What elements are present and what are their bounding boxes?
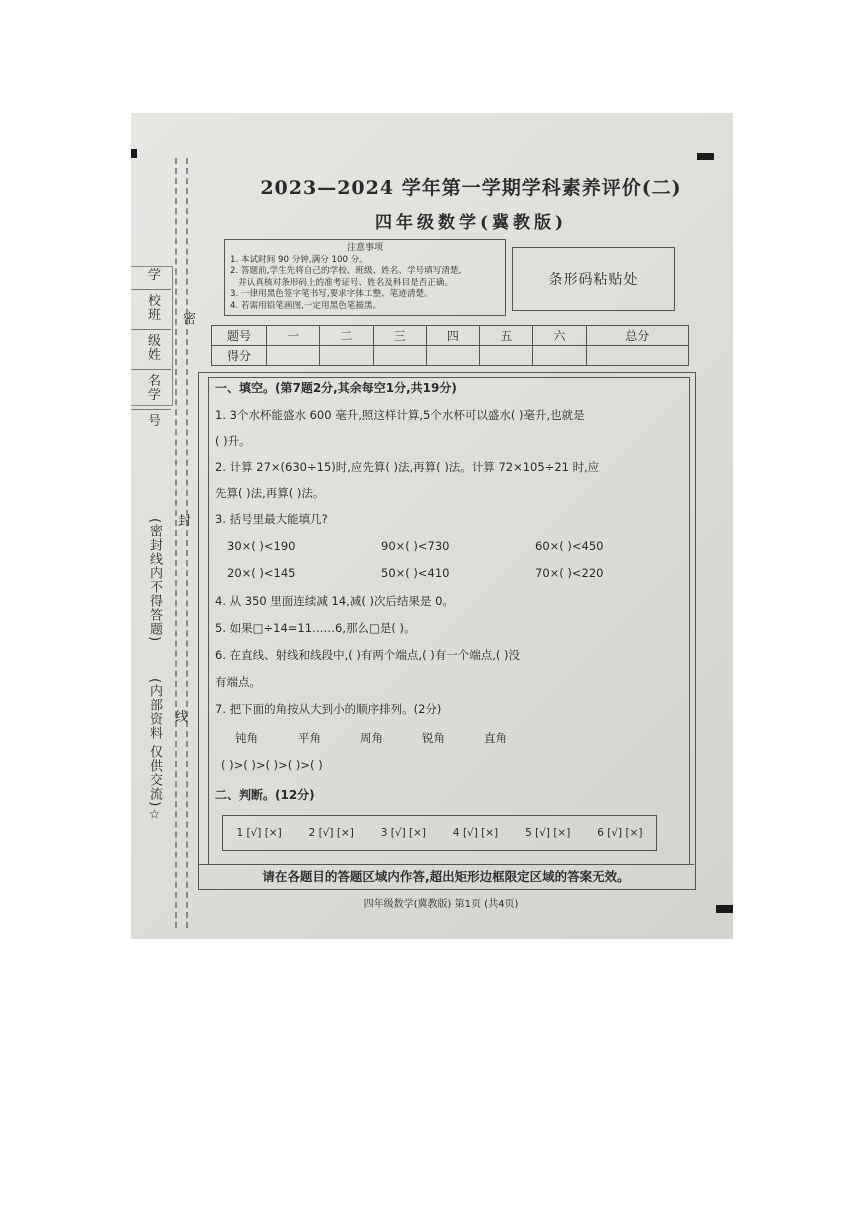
question-3-item: 90×( )<730 [381, 539, 450, 553]
score-header-cell: 四 [426, 326, 479, 346]
section-2-heading: 二、判断。(12分) [215, 788, 315, 802]
score-header-cell: 一 [267, 326, 320, 346]
score-cell [480, 346, 533, 366]
judgement-answer-box [222, 815, 657, 851]
judgement-item: 4 [√] [×] [452, 827, 499, 839]
question-1-line-2: ( )升。 [215, 434, 251, 448]
notice-item: 4. 若需用铅笔画图,一定用黑色笔描黑。 [230, 300, 382, 311]
seal-line [175, 158, 177, 928]
score-table [211, 325, 689, 366]
judgement-item: 1 [√] [×] [236, 827, 282, 839]
question-5: 5. 如果□÷14=11……6,那么□是( )。 [215, 621, 416, 635]
exam-subtitle: 四年级数学(冀教版) [374, 213, 568, 233]
score-header-cell: 六 [533, 326, 586, 346]
cut-mark-mi: 密 [183, 312, 197, 327]
no-answer-note: (密封线内不得答题) [147, 518, 162, 643]
score-cell [373, 346, 426, 366]
angle-label: 平角 [298, 731, 321, 745]
angle-label: 直角 [484, 731, 507, 745]
score-header-cell: 五 [480, 326, 533, 346]
score-header-cell: 三 [373, 326, 426, 346]
score-row-label: 得分 [212, 346, 267, 366]
name-field: 姓名 [131, 343, 171, 370]
notice-box [224, 239, 506, 316]
angle-label: 钝角 [235, 731, 258, 745]
angle-order-blanks: ( )>( )>( )>( )>( ) [221, 758, 323, 772]
page-footer: 四年级数学(冀教版) 第1页 (共4页) [363, 899, 519, 910]
score-header-cell: 二 [320, 326, 373, 346]
score-cell [426, 346, 479, 366]
question-3-item: 60×( )<450 [535, 539, 604, 553]
notice-item: 并认真核对条形码上的准考证号、姓名及科目是否正确。 [230, 277, 454, 288]
seal-line-outer [186, 158, 188, 928]
barcode-area [512, 247, 675, 311]
registration-mark-top-left [131, 149, 137, 158]
question-2-line-1: 2. 计算 27×(630÷15)时,应先算( )法,再算( )法。计算 72×105÷21 时,应 [215, 460, 600, 474]
question-3-item: 70×( )<220 [535, 566, 604, 580]
judgement-item: 2 [√] [×] [308, 827, 354, 839]
score-cell [533, 346, 586, 366]
question-1-line-1: 1. 3个水杯能盛水 600 毫升,照这样计算,5个水杯可以盛水( )毫升,也就是 [215, 408, 585, 422]
cut-mark-xian: 线 [175, 710, 189, 725]
student-number-field: 学号 [131, 383, 171, 410]
score-value-row [212, 346, 689, 366]
notice-item: 2. 答题前,学生先将自己的学校、班级、姓名、学号填写清楚, [230, 266, 462, 276]
notice-heading: 注意事项 [346, 243, 383, 253]
question-2-line-2: 先算( )法,再算( )法。 [215, 486, 325, 500]
score-header-cell: 题号 [212, 326, 267, 346]
judgement-item: 3 [√] [×] [380, 827, 426, 839]
question-3-item: 50×( )<410 [381, 566, 450, 580]
registration-mark-top-right [697, 153, 714, 160]
judgement-item: 5 [√] [×] [525, 827, 571, 839]
question-3: 3. 括号里最大能填几? [215, 512, 328, 526]
question-6-line-1: 6. 在直线、射线和线段中,( )有两个端点,( )有一个端点,( )没 [215, 648, 520, 662]
exam-title: 2023—2024 学年第一学期学科素养评价(二) [260, 177, 682, 199]
question-4: 4. 从 350 里面连续减 14,减( )次后结果是 0。 [215, 594, 454, 608]
section-1-heading: 一、填空。(第7题2分,其余每空1分,共19分) [215, 381, 457, 395]
notice-item: 1. 本试时间 90 分钟,满分 100 分。 [230, 254, 368, 265]
angle-label: 周角 [360, 731, 383, 745]
registration-mark-bottom-right [716, 905, 733, 913]
score-header-cell: 总分 [586, 326, 688, 346]
score-cell [267, 346, 320, 366]
score-header-row [212, 326, 689, 346]
question-3-item: 20×( )<145 [227, 566, 296, 580]
notice-item: 3. 一律用黑色签字笔书写,要求字体工整、笔迹清楚。 [230, 289, 433, 299]
question-7: 7. 把下面的角按从大到小的顺序排列。(2分) [215, 702, 442, 716]
answer-area-warning: 请在各题目的答题区域内作答,超出矩形边框限定区域的答案无效。 [198, 864, 694, 889]
scanned-page [131, 113, 733, 939]
angle-label: 锐角 [422, 731, 445, 745]
question-6-line-2: 有端点。 [215, 675, 261, 689]
class-field: 班级 [131, 303, 171, 330]
question-3-item: 30×( )<190 [227, 539, 296, 553]
cut-mark-feng: 封 [178, 514, 192, 529]
barcode-label: 条形码粘贴处 [548, 272, 639, 288]
judgement-item: 6 [√] [×] [597, 827, 643, 839]
internal-material-note: (内部资料 仅供交流)☆ [147, 678, 162, 824]
score-cell [320, 346, 373, 366]
school-field: 学校 [131, 263, 171, 290]
score-cell [586, 346, 688, 366]
info-box [131, 266, 173, 406]
binding-strip [131, 158, 192, 928]
